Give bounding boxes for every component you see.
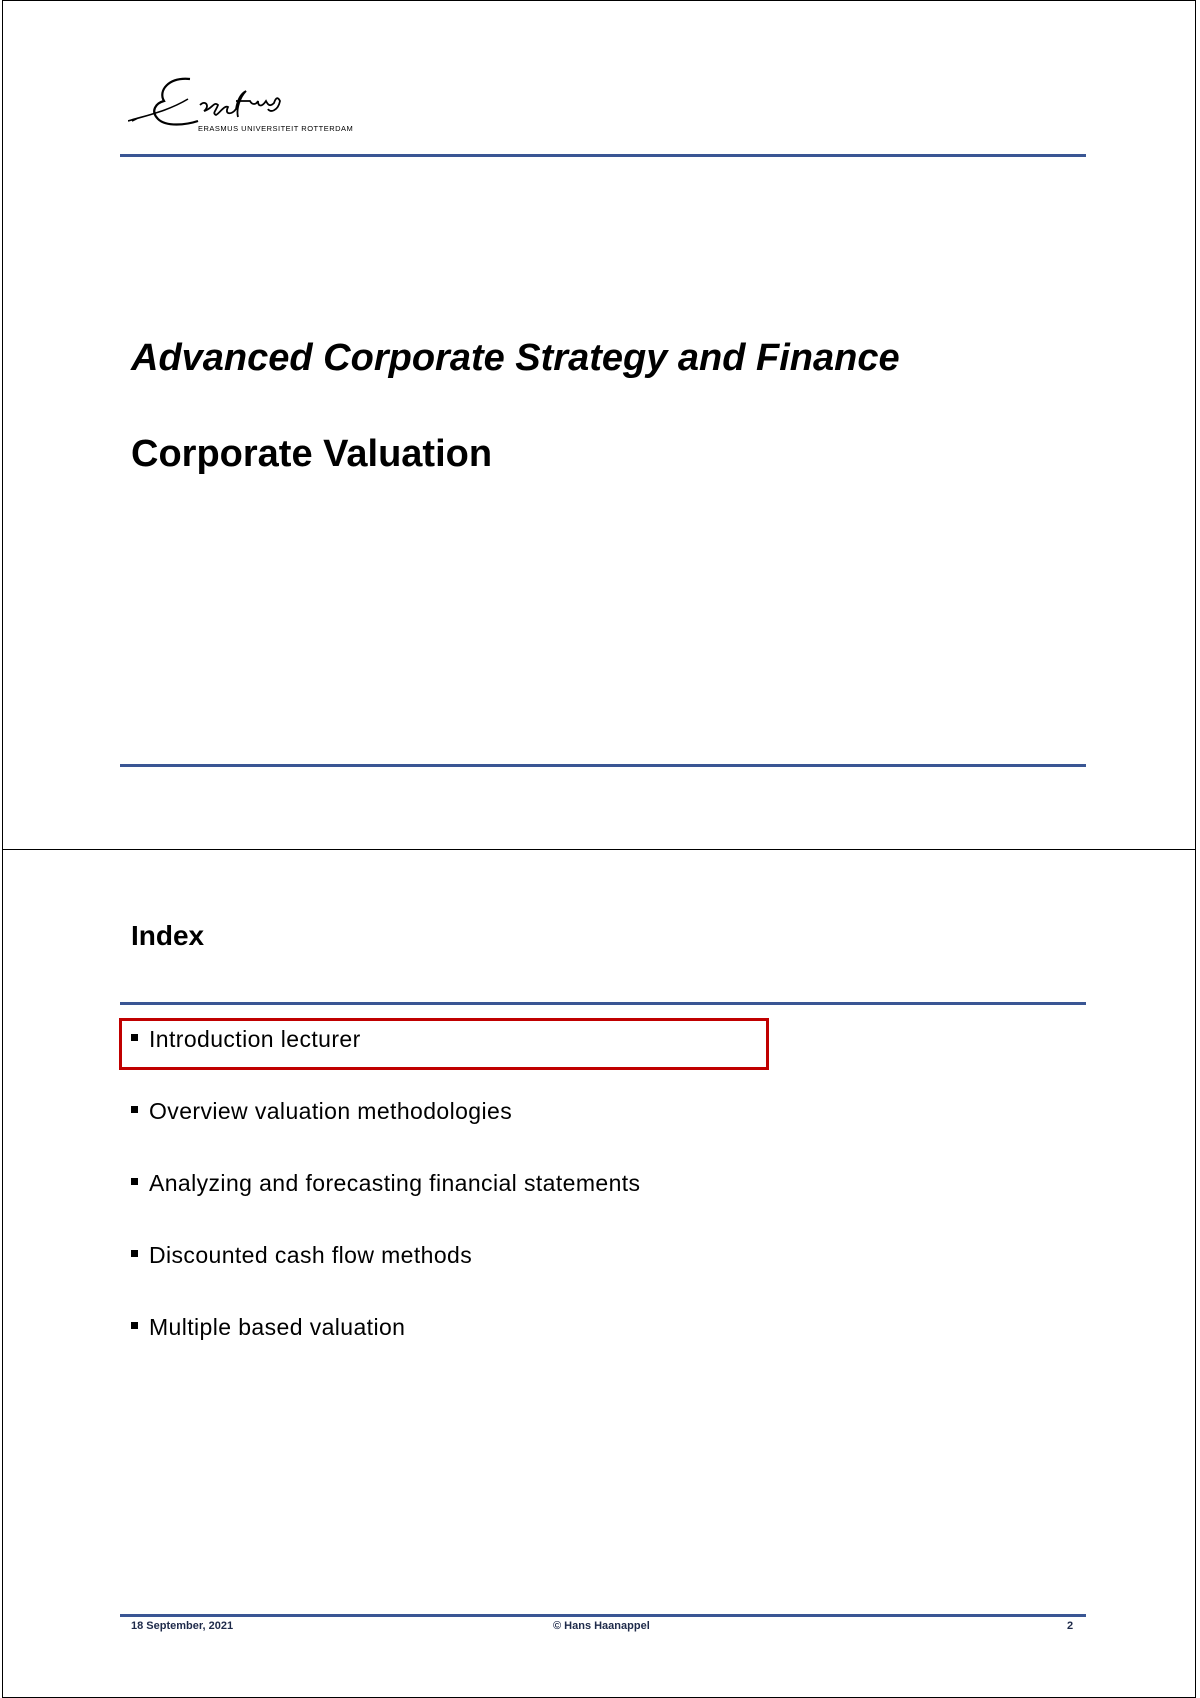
bullet-square-icon xyxy=(131,1250,138,1257)
bullet-square-icon xyxy=(131,1106,138,1113)
logo-tagline: ERASMUS UNIVERSITEIT ROTTERDAM xyxy=(198,124,354,133)
slide-index xyxy=(2,849,1196,1698)
list-item-label: Multiple based valuation xyxy=(149,1314,406,1340)
bullet-square-icon xyxy=(131,1322,138,1329)
erasmus-logo xyxy=(128,71,388,141)
footer-date: 18 September, 2021 xyxy=(131,1620,234,1632)
footer-rule xyxy=(120,764,1086,767)
header-rule xyxy=(120,1002,1086,1005)
footer-rule xyxy=(120,1614,1086,1617)
footer-author: © Hans Haanappel xyxy=(553,1620,650,1632)
list-item-label: Overview valuation methodologies xyxy=(149,1098,513,1124)
list-item xyxy=(131,1313,640,1385)
list-item xyxy=(131,1169,640,1241)
header-rule xyxy=(120,154,1086,157)
list-item xyxy=(131,1097,640,1169)
list-item xyxy=(131,1241,640,1313)
slide-title-text: Advanced Corporate Strategy and Finance xyxy=(131,337,900,379)
index-heading: Index xyxy=(131,920,205,951)
list-item-label: Analyzing and forecasting financial statements xyxy=(149,1170,641,1196)
list-item-label: Introduction lecturer xyxy=(149,1026,361,1052)
footer-page-number: 2 xyxy=(1067,1620,1074,1632)
bullet-square-icon xyxy=(131,1178,138,1185)
index-list xyxy=(131,1025,640,1385)
slide-title xyxy=(2,0,1196,850)
slide-subtitle-text: Corporate Valuation xyxy=(131,433,493,475)
list-item-label: Discounted cash flow methods xyxy=(149,1242,473,1268)
highlight-box xyxy=(119,1018,769,1070)
